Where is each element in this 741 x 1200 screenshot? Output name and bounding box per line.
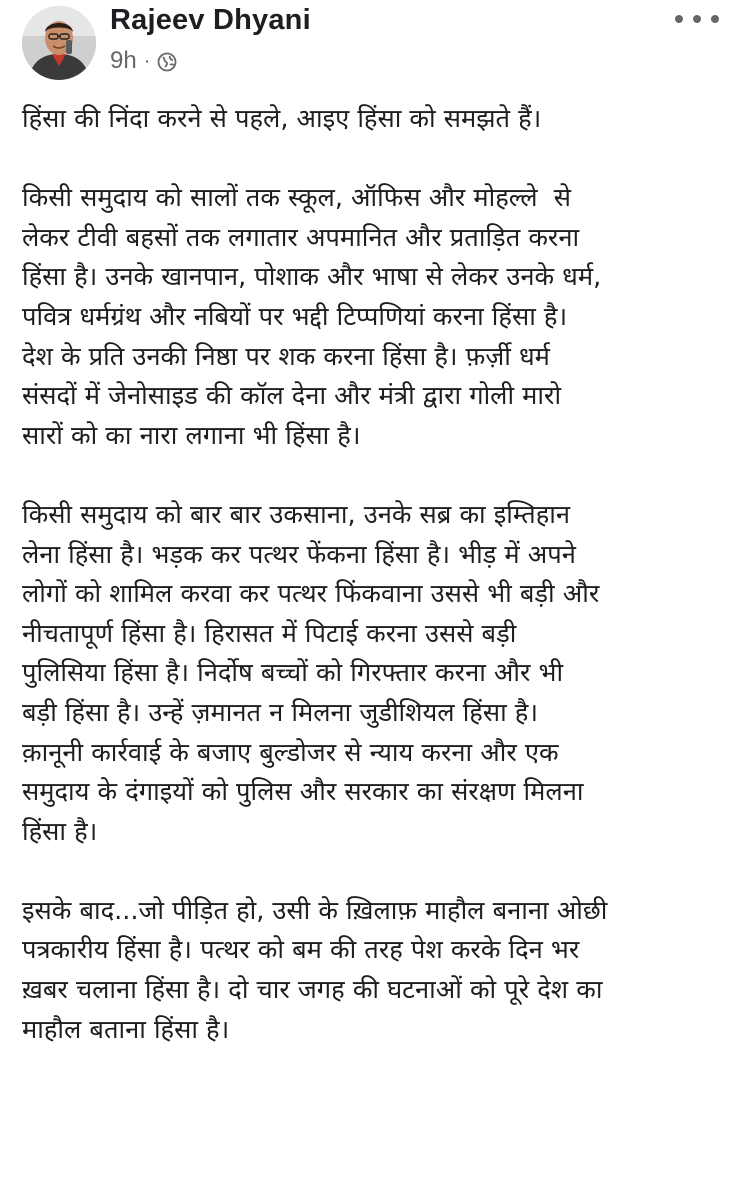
post-header [0, 0, 741, 90]
more-options-button[interactable] [675, 6, 719, 32]
meta-separator: · [143, 49, 151, 72]
globe-icon[interactable] [157, 51, 177, 71]
avatar-photo [22, 6, 96, 80]
more-options-icon [675, 15, 683, 23]
post-paragraph: किसी समुदाय को सालों तक स्कूल, ऑफिस और मोहल्ले से लेकर टीवी बहसों तक लगातार अपमानित और प्रताड़ित करना हिंसा है। उनके खानपान, पोशाक और भाषा से लेकर उनके धर्म, पवित्र धर्मग्रंथ और नबियों पर भद्दी टिप्पणियां करना हिंसा है। देश के प्रति उनकी निष्ठा पर शक करना हिंसा है। फ़र्ज़ी धर्म संसदों में जेनोसाइड की कॉल देना और मंत्री द्वारा गोली मारो सारों को का नारा लगाना भी हिंसा है। [22, 183, 602, 451]
avatar[interactable] [22, 6, 96, 80]
post-paragraph: हिंसा की निंदा करने से पहले, आइए हिंसा को समझते हैं। [22, 104, 542, 134]
post-meta [110, 46, 177, 76]
post-text [22, 100, 734, 1050]
author-name[interactable]: Rajeev Dhyani [110, 4, 311, 36]
post-time[interactable]: 9h [110, 47, 137, 74]
more-options-icon [711, 15, 719, 23]
post-paragraph: किसी समुदाय को बार बार उकसाना, उनके सब्र का इम्तिहान लेना हिंसा है। भड़क कर पत्थर फेंकना हिंसा है। भीड़ में अपने लोगों को शामिल करवा कर पत्थर फिंकवाना उससे भी बड़ी और नीचतापूर्ण हिंसा है। हिरासत में पिटाई करना उससे बड़ी पुलिसिया हिंसा है। निर्दोष बच्चों को गिरफ्तार करना और भी बड़ी हिंसा है। उन्हें ज़मानत न मिलना जुडीशियल हिंसा है। क़ानूनी कार्रवाई के बजाए बुल्डोजर से न्याय करना और एक समुदाय के दंगाइयों को पुलिस और सरकार का संरक्षण मिलना हिंसा है। [22, 499, 600, 847]
post-paragraph: इसके बाद...जो पीड़ित हो, उसी के ख़िलाफ़ माहौल बनाना ओछी पत्रकारीय हिंसा है। पत्थर को बम की तरह पेश करके दिन भर ख़बर चलाना हिंसा है। दो चार जगह की घटनाओं को पूरे देश का माहौल बताना हिंसा है। [22, 895, 608, 1045]
more-options-icon [693, 15, 701, 23]
